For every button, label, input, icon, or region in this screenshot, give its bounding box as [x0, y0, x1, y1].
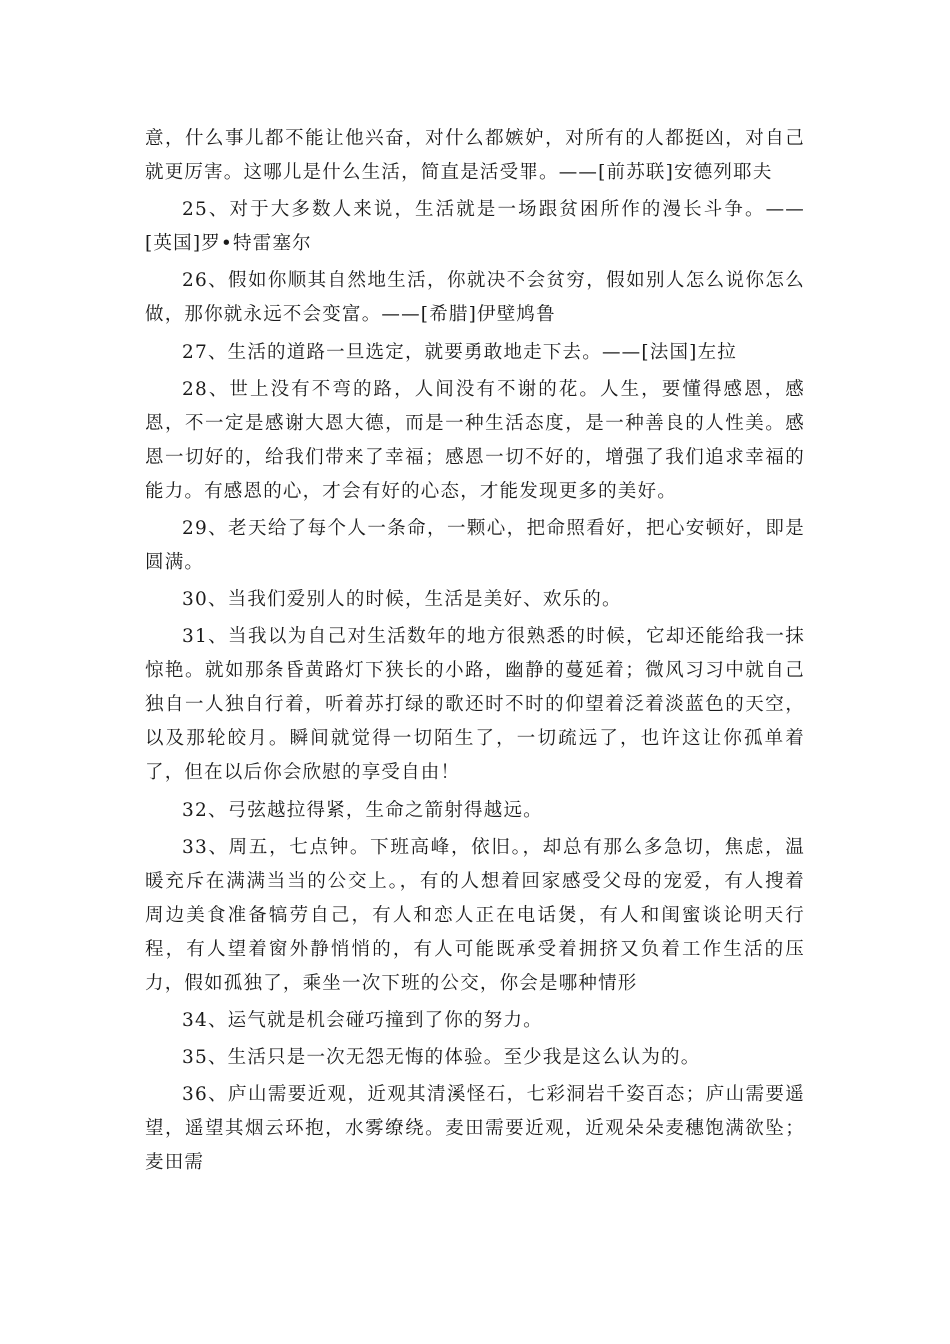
quote-36: 36、庐山需要近观，近观其清溪怪石，七彩洞岩千姿百态；庐山需要遥望，遥望其烟云环抱，水雾缭绕。麦田需要近观，近观朵朵麦穗饱满欲坠；麦田需: [145, 1084, 805, 1174]
quote-29: 29、老天给了每个人一条命，一颗心，把命照看好，把心安顿好，即是圆满。: [145, 517, 805, 573]
quote-35: 35、生活只是一次无怨无悔的体验。至少我是这么认为的。: [182, 1047, 701, 1069]
quote-31: 31、当我以为自己对生活数年的地方很熟悉的时候，它却还能给我一抹惊艳。就如那条昏黄路灯下狭长的小路，幽静的蔓延着；微风习习中就自己独自一人独自行着，听着苏打绿的歌还时不时的仰望着泛着淡蓝色的天空，以及那轮皎月。瞬间就觉得一切陌生了，一切疏远了，也许这让你孤单着了，但在以后你会欣慰的享受自由！: [145, 626, 805, 784]
quote-30: 30、当我们爱别人的时候，生活是美好、欢乐的。: [182, 589, 622, 611]
quote-33: 33、周五，七点钟。下班高峰，依旧。，却总有那么多急切，焦虑，温暖充斥在满满当当的公交上。，有的人想着回家感受父母的宠爱，有人搜着周边美食准备犒劳自己，有人和恋人正在电话煲，有人和闺蜜谈论明天行程，有人望着窗外静悄悄的，有人可能既承受着拥挤又负着工作生活的压力，假如孤独了，乘坐一次下班的公交，你会是哪种情形: [145, 836, 805, 994]
quote-27: 27、生活的道路一旦选定，就要勇敢地走下去。——[法国]左拉: [182, 341, 737, 363]
quote-34: 34、运气就是机会碰巧撞到了你的努力。: [182, 1009, 543, 1031]
document-body: [145, 122, 805, 1183]
quote-32: 32、弓弦越拉得紧，生命之箭射得越远。: [182, 799, 543, 821]
quote-25: 25、对于大多数人来说，生活就是一场跟贫困所作的漫长斗争。——[英国]罗•特雷塞尔: [145, 199, 805, 255]
paragraph-continuation: 意，什么事儿都不能让他兴奋，对什么都嫉妒，对所有的人都挺凶，对自己就更厉害。这哪儿是什么生活，简直是活受罪。——[前苏联]安德列耶夫: [145, 128, 805, 183]
quote-28: 28、世上没有不弯的路，人间没有不谢的花。人生，要懂得感恩，感恩，不一定是感谢大恩大德，而是一种生活态度，是一种善良的人性美。感恩一切好的，给我们带来了幸福；感恩一切不好的，增强了我们追求幸福的能力。有感恩的心，才会有好的心态，才能发现更多的美好。: [145, 378, 805, 502]
quote-26: 26、假如你顺其自然地生活，你就决不会贫穷，假如别人怎么说你怎么做，那你就永远不会变富。——[希腊]伊壁鸠鲁: [145, 270, 805, 326]
